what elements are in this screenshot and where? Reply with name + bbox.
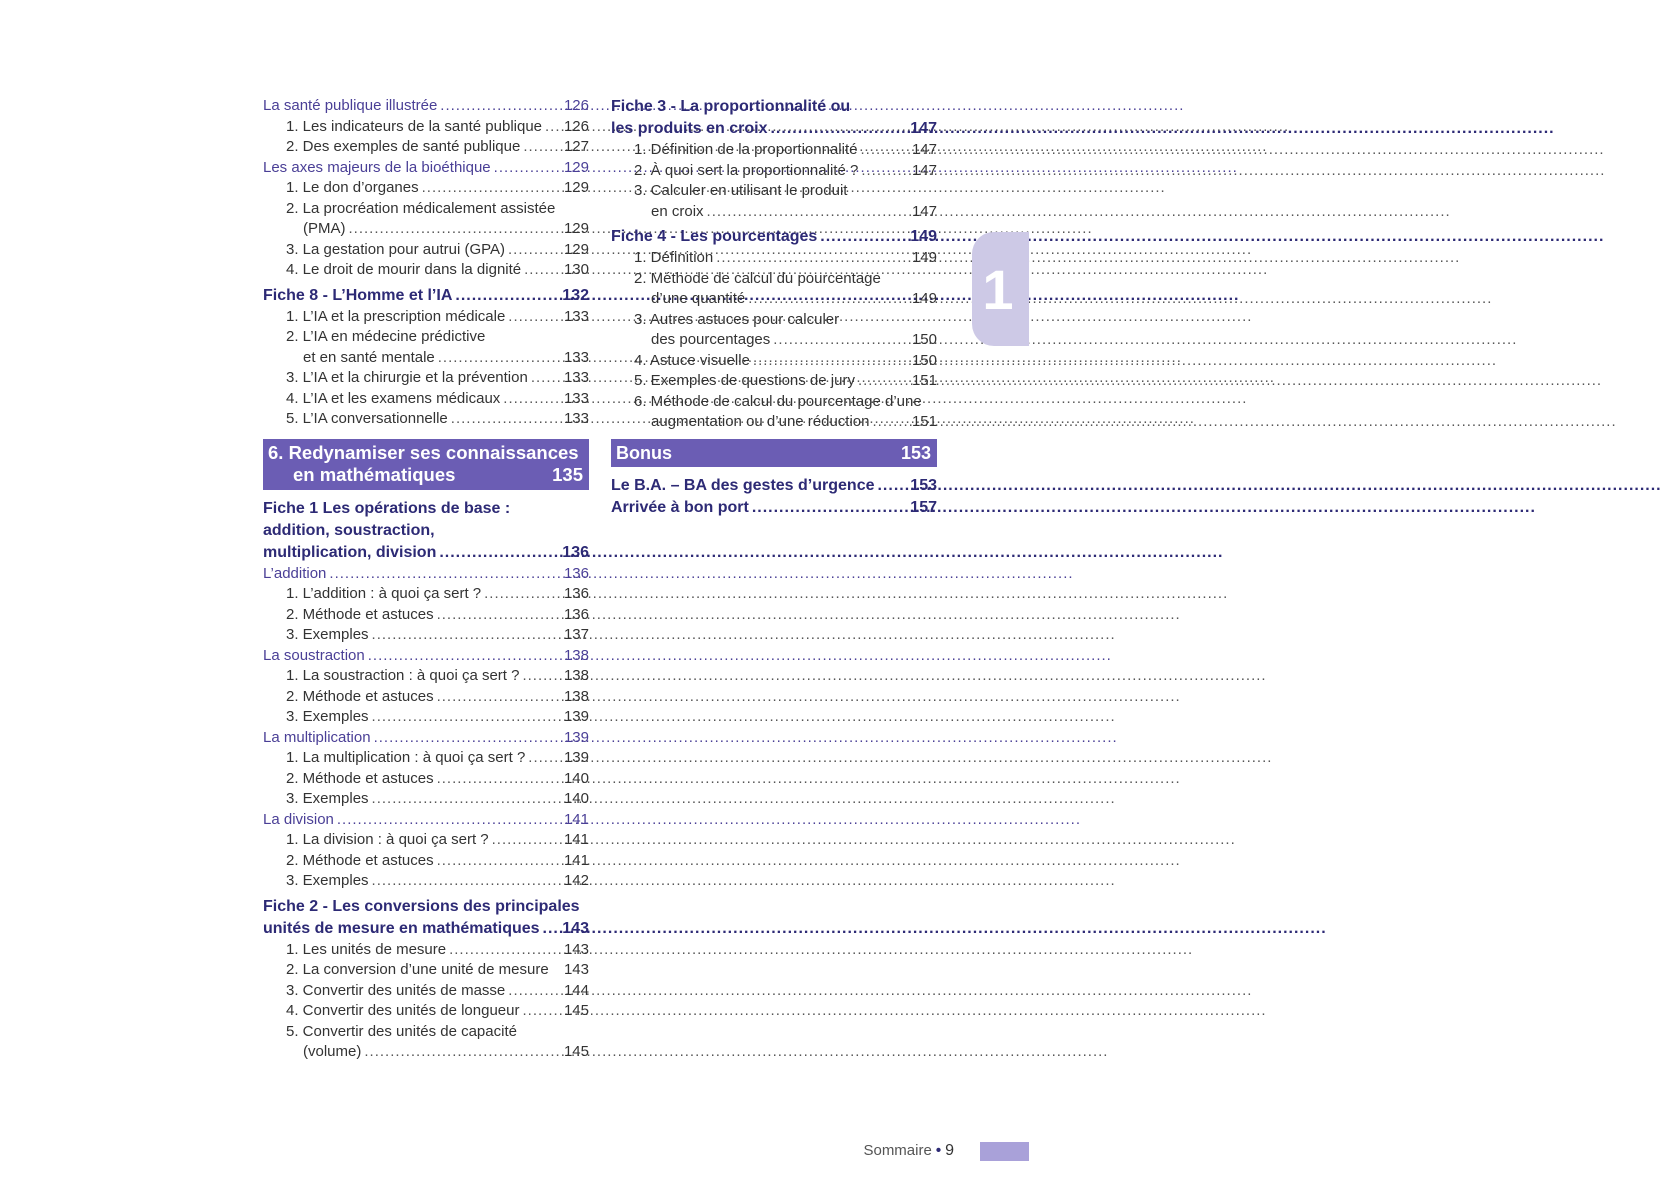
entry-title: La santé publique illustrée <box>263 97 438 114</box>
page-number: 139 <box>563 749 589 766</box>
dot-leader <box>543 918 560 940</box>
page-number: 126 <box>563 97 589 114</box>
fiche-title: les produits en croix <box>611 120 768 137</box>
toc-entry[interactable] <box>263 1022 589 1043</box>
page-number: 126 <box>563 117 589 135</box>
bonus-page-number: 153 <box>900 442 931 463</box>
entry-title: 4. Astuce visuelle <box>634 351 750 369</box>
dot-leader <box>508 981 561 1002</box>
page-number: 153 <box>910 476 937 494</box>
dot-leader <box>773 330 909 351</box>
entry-title: 4. L’IA et les examens médicaux <box>286 389 501 407</box>
page-number: 145 <box>563 1043 589 1060</box>
toc-entry[interactable] <box>263 769 589 790</box>
toc-left-column <box>263 96 589 1063</box>
page-number: 132 <box>562 286 589 304</box>
toc-subsection[interactable] <box>263 810 589 831</box>
toc-entry[interactable] <box>611 181 937 202</box>
page-number: 129 <box>563 220 589 237</box>
entry-title: 1. La multiplication : à quoi ça sert ? <box>286 749 526 766</box>
toc-entry[interactable] <box>263 605 589 626</box>
section-title-line2: en mathématiques <box>293 463 456 485</box>
dot-leader <box>522 666 561 687</box>
entry-title: 4. Le droit de mourir dans la dignité <box>286 261 522 278</box>
dot-leader <box>545 117 561 138</box>
toc-entry[interactable] <box>611 269 937 290</box>
toc-entry[interactable] <box>611 248 937 269</box>
toc-entry[interactable] <box>263 260 589 281</box>
toc-entry[interactable] <box>263 871 589 892</box>
page-number: 150 <box>911 351 937 369</box>
toc-group-fiche-3 <box>611 140 937 222</box>
toc-group-fiche-2 <box>263 940 589 1063</box>
entry-title: 3. Exemples <box>286 790 369 807</box>
fiche-3-title-line1: Fiche 3 - La proportionnalité ou <box>611 98 851 115</box>
entry-title: 2. Méthode et astuces <box>286 769 434 787</box>
page-number: 140 <box>563 769 589 787</box>
entry-title: 5. L’IA conversationnelle <box>286 410 448 427</box>
entry-title: 2. Méthode et astuces <box>286 851 434 869</box>
toc-bonus-entry[interactable] <box>611 475 937 497</box>
toc-entry[interactable] <box>263 707 589 728</box>
page-number: 147 <box>911 141 937 158</box>
page-number: 145 <box>563 1002 589 1019</box>
entry-title: 3. Calculer en utilisant le produit <box>634 182 848 199</box>
page-number: 133 <box>563 389 589 407</box>
dot-leader <box>873 412 909 433</box>
toc-fiche-2[interactable] <box>263 918 589 940</box>
entry-title: 2. Des exemples de santé publique <box>286 138 521 155</box>
dot-leader <box>337 810 561 831</box>
entry-title: 6. Méthode de calcul du pourcentage d’une <box>634 392 922 410</box>
entry-title: des pourcentages <box>651 331 771 348</box>
page-footer <box>863 1142 954 1160</box>
page-number: 133 <box>563 410 589 427</box>
page-number: 136 <box>563 564 589 582</box>
fiche-2-title-line1: Fiche 2 - Les conversions des principales <box>263 897 580 915</box>
page-number: 149 <box>911 290 937 307</box>
toc-subsection[interactable] <box>263 728 589 749</box>
dot-leader <box>439 542 559 564</box>
dot-leader <box>372 871 561 892</box>
dot-leader <box>522 1001 560 1022</box>
toc-entry[interactable] <box>263 178 589 199</box>
toc-entry[interactable] <box>263 219 589 240</box>
dot-leader <box>503 389 561 410</box>
entry-title: en croix <box>651 202 704 220</box>
chapter-tab-number: 1 <box>982 258 1014 321</box>
toc-entry[interactable] <box>611 140 937 161</box>
toc-entry[interactable] <box>263 348 589 369</box>
toc-entry[interactable] <box>611 392 937 413</box>
footer-label: Sommaire <box>863 1142 932 1159</box>
entry-title: 3. La gestation pour autrui (GPA) <box>286 240 506 258</box>
entry-title: 2. Méthode et astuces <box>286 605 434 623</box>
dot-leader <box>528 748 561 769</box>
page-number: 150 <box>911 331 937 348</box>
toc-entry[interactable] <box>263 748 589 769</box>
page-number: 129 <box>563 240 589 258</box>
dot-leader <box>437 605 561 626</box>
toc-entry[interactable] <box>611 202 937 223</box>
entry-title: 1. Les unités de mesure <box>286 940 447 958</box>
page-number: 141 <box>563 851 589 869</box>
dot-leader <box>437 769 561 790</box>
toc-entry[interactable] <box>611 289 937 310</box>
dot-leader <box>752 497 907 519</box>
entry-title: Arrivée à bon port <box>611 498 749 516</box>
dot-leader <box>372 707 561 728</box>
toc-entry[interactable] <box>263 960 589 981</box>
page-number: 138 <box>563 687 589 705</box>
entry-title: 3. Exemples <box>286 708 369 725</box>
page-number: 149 <box>911 249 937 266</box>
page-number: 149 <box>910 228 937 245</box>
dot-leader <box>329 564 561 585</box>
page-number: 151 <box>911 372 937 389</box>
dot-leader <box>372 789 561 810</box>
page-number: 143 <box>563 940 589 958</box>
fiche-1-title-line1: Fiche 1 Les opérations de base : <box>263 499 511 517</box>
toc-entry[interactable] <box>263 584 589 605</box>
toc-entry[interactable] <box>263 389 589 410</box>
toc-entry[interactable] <box>611 412 937 433</box>
toc-fiche-1[interactable] <box>263 542 589 564</box>
fiche-title: Fiche 8 - L’Homme et l’IA <box>263 286 453 304</box>
entry-title: 1. L’addition : à quoi ça sert ? <box>286 585 482 602</box>
dot-leader <box>877 475 907 497</box>
toc-entry[interactable] <box>263 368 589 389</box>
entry-title: 3. Autres astuces pour calculer <box>634 310 840 328</box>
entry-title: La multiplication <box>263 728 371 746</box>
page-number: 133 <box>563 307 589 325</box>
entry-title: et en santé mentale <box>303 348 435 366</box>
toc-entry[interactable] <box>263 1001 589 1022</box>
entry-title: (volume) <box>303 1043 362 1060</box>
toc-entry[interactable] <box>263 307 589 328</box>
dot-leader <box>861 161 909 182</box>
toc-subsection[interactable] <box>263 158 589 179</box>
toc-fiche-4[interactable] <box>611 226 937 248</box>
fiche-title: unités de mesure en mathématiques <box>263 919 540 937</box>
page-number: 136 <box>562 543 589 561</box>
fiche-title: Fiche 4 - Les pourcentages <box>611 228 818 245</box>
toc-entry[interactable] <box>611 351 937 372</box>
entry-title: 3. Exemples <box>286 626 369 643</box>
entry-title: Les axes majeurs de la bioéthique <box>263 158 491 176</box>
toc-fiche-8[interactable] <box>263 285 589 307</box>
dot-leader <box>716 248 909 269</box>
dot-leader <box>531 368 561 389</box>
entry-title: 3. Convertir des unités de masse <box>286 981 506 999</box>
dot-leader <box>770 118 907 140</box>
dot-leader <box>523 137 561 158</box>
toc-entry[interactable] <box>263 327 589 348</box>
dot-leader <box>860 140 908 161</box>
toc-group-fiche-4 <box>611 248 937 433</box>
dot-leader <box>349 219 561 240</box>
bonus-banner[interactable] <box>611 439 937 467</box>
toc-entry[interactable] <box>611 330 937 351</box>
entry-title: 2. Méthode et astuces <box>286 687 434 705</box>
dot-leader <box>508 240 561 261</box>
page-number: 147 <box>910 120 937 137</box>
dot-leader <box>508 307 561 328</box>
toc-entry[interactable] <box>263 981 589 1002</box>
toc-subsection[interactable] <box>263 96 589 117</box>
dot-leader <box>748 289 909 310</box>
page-number: 143 <box>562 919 589 937</box>
entry-title: 1. Définition de la proportionnalité <box>634 141 858 158</box>
entry-title: Le B.A. – BA des gestes d’urgence <box>611 476 875 494</box>
entry-title: 1. Le don d’organes <box>286 179 419 196</box>
toc-entry[interactable] <box>263 851 589 872</box>
toc-entry[interactable] <box>263 830 589 851</box>
footer-page-number: 9 <box>945 1142 954 1159</box>
page-number: 141 <box>563 810 589 828</box>
toc-bonus-entry[interactable] <box>611 497 937 519</box>
toc-fiche-3[interactable] <box>611 118 937 140</box>
page-number: 141 <box>563 831 589 848</box>
toc-entry[interactable] <box>263 666 589 687</box>
entry-title: 1. La soustraction : à quoi ça sert ? <box>286 667 520 684</box>
toc-group-fiche-8 <box>263 307 589 430</box>
entry-title: 1. La division : à quoi ça sert ? <box>286 831 489 848</box>
dot-leader <box>438 348 561 369</box>
fiche-1-title-line2: addition, soustraction, <box>263 521 435 539</box>
dot-leader <box>858 371 909 392</box>
dot-leader <box>437 851 561 872</box>
entry-title: 2. La procréation médicalement assistée <box>286 199 556 217</box>
dot-leader <box>753 351 909 372</box>
dot-leader <box>437 687 561 708</box>
toc-right-column <box>611 96 937 519</box>
dot-leader <box>494 158 561 179</box>
footer-color-bar <box>980 1142 1029 1161</box>
entry-title: 2. À quoi sert la proportionnalité ? <box>634 161 859 179</box>
page-number: 129 <box>563 158 589 176</box>
entry-title: 5. Convertir des unités de capacité <box>286 1022 517 1040</box>
toc-subsection[interactable] <box>263 646 589 667</box>
dot-leader <box>364 1042 561 1063</box>
toc-entry[interactable] <box>263 409 589 430</box>
footer-bullet: • <box>935 1142 942 1159</box>
toc-group-fiche-1 <box>263 564 589 892</box>
page-number: 137 <box>563 626 589 643</box>
page-number: 136 <box>563 585 589 602</box>
dot-leader <box>374 728 561 749</box>
entry-title: 1. Les indicateurs de la santé publique <box>286 117 543 135</box>
page-number: 133 <box>563 369 589 386</box>
entry-title: 2. La conversion d’une unité de mesure <box>286 961 549 978</box>
page-number: 133 <box>563 348 589 366</box>
page-number: 139 <box>563 728 589 746</box>
entry-title: (PMA) <box>303 220 346 237</box>
page-number: 142 <box>563 872 589 889</box>
dot-leader <box>524 260 561 281</box>
entry-title: La soustraction <box>263 646 365 664</box>
page-number: 136 <box>563 605 589 623</box>
dot-leader <box>455 285 559 307</box>
toc-entry[interactable] <box>263 137 589 158</box>
page-number: 138 <box>563 646 589 664</box>
entry-title: 2. L’IA en médecine prédictive <box>286 328 486 345</box>
entry-title: 3. L’IA et la chirurgie et la prévention <box>286 369 528 386</box>
bonus-label: Bonus <box>616 442 672 463</box>
entry-title: 3. Exemples <box>286 872 369 889</box>
toc-group-sante-bioethique <box>263 96 589 281</box>
page-number: 130 <box>563 261 589 278</box>
page-number: 138 <box>563 667 589 684</box>
dot-leader <box>449 940 561 961</box>
page-number: 147 <box>911 161 937 179</box>
entry-title: 1. L’IA et la prescription médicale <box>286 307 506 325</box>
dot-leader <box>492 830 561 851</box>
toc-entry[interactable] <box>611 161 937 182</box>
dot-leader <box>440 96 561 117</box>
page-number: 143 <box>563 961 589 978</box>
entry-title: 1. Définition <box>634 249 714 266</box>
toc-entry[interactable] <box>611 371 937 392</box>
section-title-line1: 6. Redynamiser ses connaissances <box>268 441 579 463</box>
page-number: 151 <box>911 413 937 430</box>
dot-leader <box>707 202 909 223</box>
entry-title: augmentation ou d’une réduction <box>651 413 870 430</box>
page-number: 144 <box>563 981 589 999</box>
entry-title: 4. Convertir des unités de longueur <box>286 1002 520 1019</box>
entry-title: L’addition <box>263 564 327 582</box>
toc-entry[interactable] <box>263 940 589 961</box>
dot-leader <box>422 178 561 199</box>
toc-entry[interactable] <box>263 240 589 261</box>
toc-group-bonus <box>611 475 937 519</box>
page-number: 139 <box>563 708 589 725</box>
dot-leader <box>368 646 561 667</box>
toc-entry[interactable] <box>263 199 589 220</box>
toc-entry[interactable] <box>263 1042 589 1063</box>
section-6-banner[interactable] <box>263 439 589 490</box>
section-page-number: 135 <box>552 463 583 485</box>
dot-leader <box>820 226 907 248</box>
dot-leader <box>484 584 561 605</box>
toc-entry[interactable] <box>263 789 589 810</box>
dot-leader <box>372 625 561 646</box>
entry-title: La division <box>263 810 334 828</box>
entry-title: d’une quantité <box>651 290 746 307</box>
chapter-tab <box>972 232 1029 346</box>
toc-entry[interactable] <box>611 310 937 331</box>
entry-title: 2. Méthode de calcul du pourcentage <box>634 269 881 287</box>
entry-title: 5. Exemples de questions de jury <box>634 372 855 389</box>
page-number: 129 <box>563 179 589 196</box>
page-number: 157 <box>910 498 937 516</box>
page-number: 127 <box>563 138 589 155</box>
toc-entry[interactable] <box>263 625 589 646</box>
toc-entry[interactable] <box>263 117 589 138</box>
page-number: 147 <box>911 202 937 220</box>
toc-entry[interactable] <box>263 687 589 708</box>
dot-leader <box>451 409 561 430</box>
page-number: 140 <box>563 790 589 807</box>
fiche-title: multiplication, division <box>263 543 437 561</box>
toc-subsection[interactable] <box>263 564 589 585</box>
